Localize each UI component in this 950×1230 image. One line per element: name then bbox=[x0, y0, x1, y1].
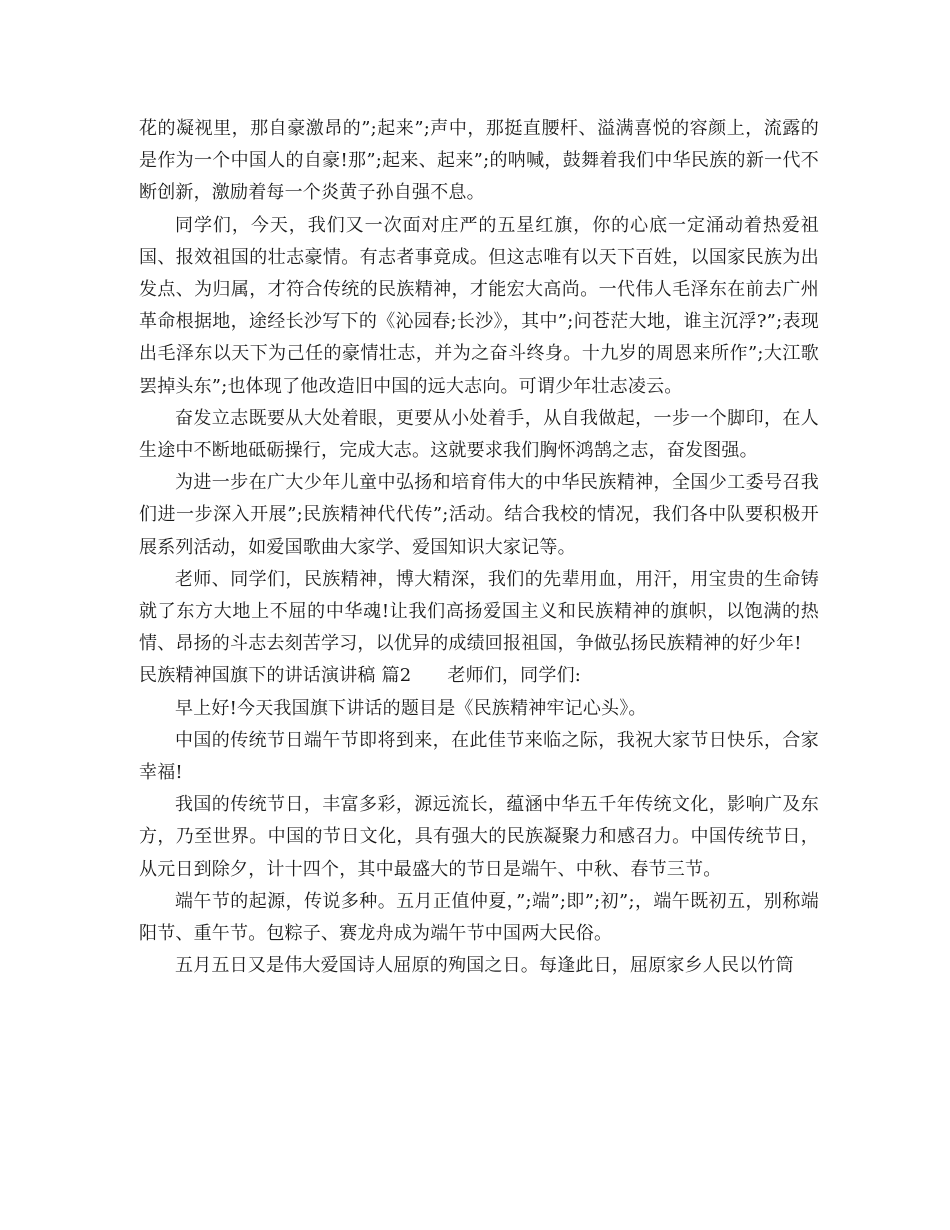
section-heading-line bbox=[139, 660, 819, 692]
paragraph: 早上好!今天我国旗下讲话的题目是《民族精神牢记心头》。 bbox=[175, 697, 647, 719]
document-body bbox=[139, 113, 819, 982]
paragraph: 我国的传统节日，丰富多彩，源远流长，蕴涵中华五千年传统文化，影响广及东方，乃至世界。中国的节日文化，具有强大的民族凝聚力和感召力。中国传统节日，从元日到除夕，计十四个，其中最盛大的节日是端午、中秋、春节三节。 bbox=[139, 794, 819, 880]
paragraph: 为进一步在广大少年儿童中弘扬和培育伟大的中华民族精神，全国少工委号召我们进一步深入开展”;民族精神代代传”;活动。结合我校的情况，我们各中队要积极开展系列活动，如爱国歌曲大家学、爱国知识大家记等。 bbox=[139, 472, 819, 558]
paragraph: 奋发立志既要从大处着眼，更要从小处着手，从自我做起，一步一个脚印，在人生途中不断地砥砺操行，完成大志。这就要求我们胸怀鸿鹄之志，奋发图强。 bbox=[139, 407, 819, 462]
paragraph-continued: 花的凝视里，那自豪激昂的”;起来”;声中，那挺直腰杆、溢满喜悦的容颜上，流露的是作为一个中国人的自豪!那”;起来、起来”;的呐喊，鼓舞着我们中华民族的新一代不断创新，激励着每一个炎黄子孙自强不息。 bbox=[139, 118, 819, 204]
paragraph: 端午节的起源，传说多种。五月正值仲夏，”;端”;即”;初”;，端午既初五，别称端阳节、重午节。包粽子、赛龙舟成为端午节中国两大民俗。 bbox=[139, 890, 819, 945]
paragraph: 中国的传统节日端午节即将到来，在此佳节来临之际，我祝大家节日快乐，合家幸福! bbox=[139, 729, 819, 784]
section-title: 民族精神国旗下的讲话演讲稿 篇2 bbox=[139, 665, 412, 687]
paragraph: 同学们，今天，我们又一次面对庄严的五星红旗，你的心底一定涌动着热爱祖国、报效祖国的壮志豪情。有志者事竟成。但这志唯有以天下百姓，以国家民族为出发点、为归属，才符合传统的民族精神，才能宏大高尚。一代伟人毛泽东在前去广州革命根据地，途经长沙写下的《沁园春;长沙》，其中”;问苍茫大地，谁主沉浮?”;表现出毛泽东以天下为己任的豪情壮志，并为之奋斗终身。十九岁的周恩来所作”;大江歌罢掉头东”;也体现了他改造旧中国的远大志向。可谓少年壮志凌云。 bbox=[139, 214, 819, 397]
paragraph: 老师、同学们，民族精神，博大精深，我们的先辈用血，用汗，用宝贵的生命铸就了东方大地上不屈的中华魂!让我们高扬爱国主义和民族精神的旗帜，以饱满的热情、昂扬的斗志去刻苦学习，以优异的成绩回报祖国，争做弘扬民族精神的好少年! bbox=[139, 568, 819, 655]
section-greeting: 老师们，同学们: bbox=[447, 665, 582, 687]
paragraph-truncated: 五月五日又是伟大爱国诗人屈原的殉国之日。每逢此日，屈原家乡人民以竹筒 bbox=[175, 955, 794, 977]
